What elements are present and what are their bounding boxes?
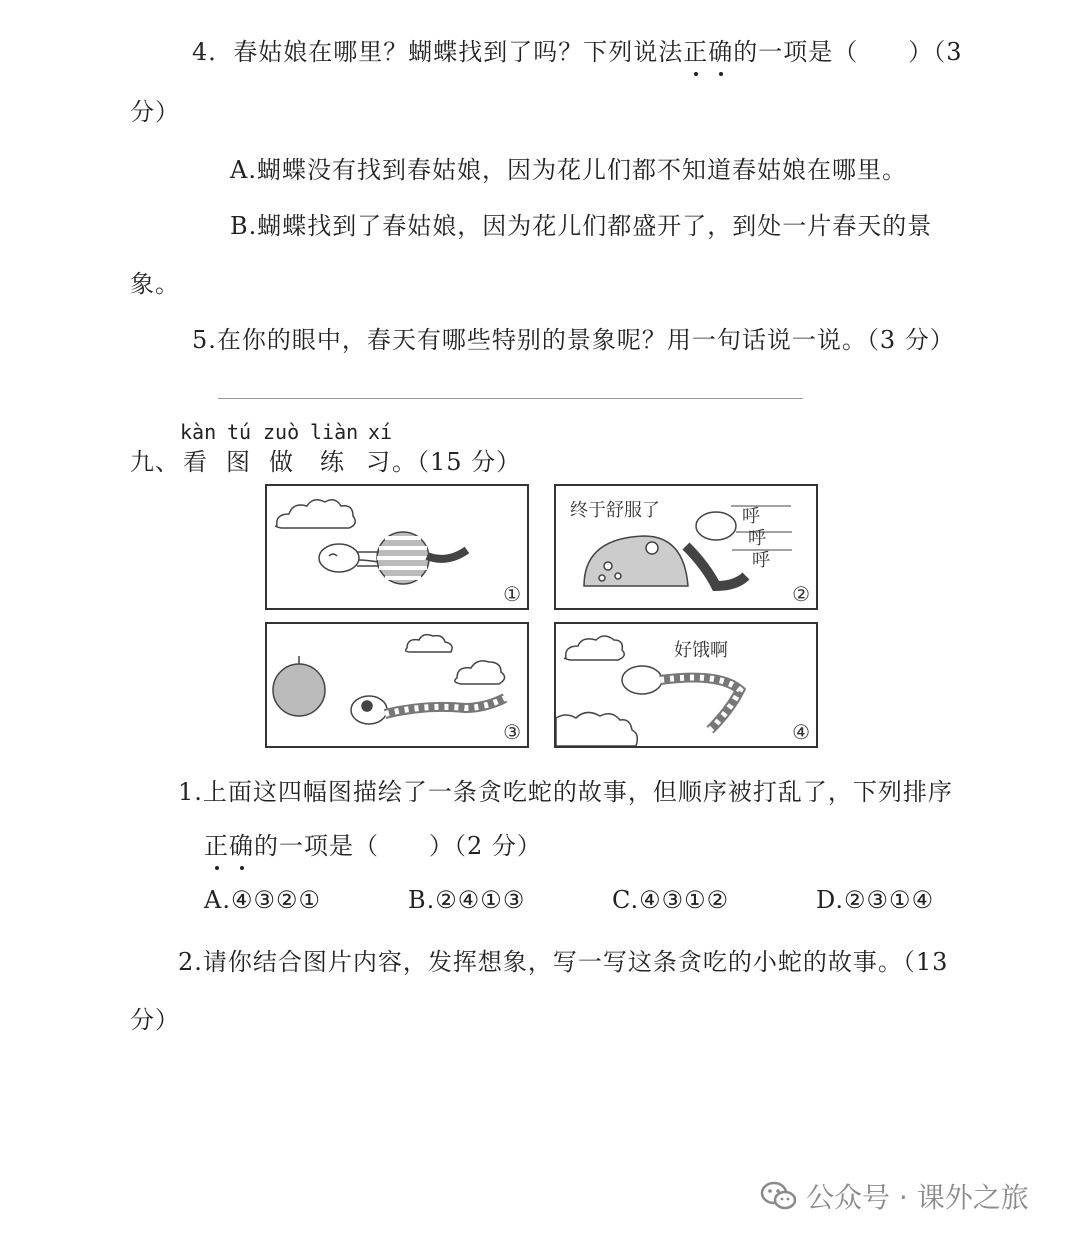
q4-text-end: 的一项是（ ）（3 [733, 38, 963, 66]
emphasis-dot-char: 确 [708, 38, 734, 66]
q5-text: 5.在你的眼中，春天有哪些特别的景象呢？用一句话说一说。（3 分） [192, 326, 955, 354]
section-9-heading [130, 442, 180, 477]
panel-number: ② [792, 582, 810, 606]
emphasis-dot-char: 正 [683, 38, 709, 66]
panel-sound: 呼 [752, 550, 770, 571]
picture-panel-2 [554, 484, 818, 610]
choice-option-d: D.②③①④ [816, 886, 935, 914]
q4-option-b-cont: 象。 [130, 270, 180, 298]
heading-char-zuo: 做 [269, 448, 294, 476]
heading-char-kan: 看 [183, 448, 208, 476]
snake-bulging-illustration [267, 486, 527, 608]
choice-option-a: A.④③②① [204, 886, 322, 914]
pinyin-kan: kàn [180, 420, 217, 444]
watermark [760, 1176, 1029, 1216]
s9-q1-text-end: 的一项是（ ）（2 分） [254, 832, 542, 860]
s9-q1-line2 [204, 826, 542, 861]
panel-sound: 呼 [748, 528, 766, 549]
choice-option-c: C.④③①② [612, 886, 730, 914]
snake-and-apple-illustration [267, 624, 527, 746]
watermark-text: 公众号 · 课外之旅 [806, 1181, 1029, 1214]
pinyin-xi: xí [368, 420, 393, 444]
pinyin-tu: tú [227, 420, 252, 444]
emphasis-dot-char: 确 [229, 832, 254, 860]
emphasis-dot-char: 正 [204, 832, 229, 860]
picture-panel-3 [265, 622, 529, 748]
s9-q1-line1: 1.上面这四幅图描绘了一条贪吃蛇的故事，但顺序被打乱了，下列排序 [178, 778, 953, 806]
s9-q2-line1: 2.请你结合图片内容，发挥想象，写一写这条贪吃的小蛇的故事。（13 [178, 948, 949, 976]
answer-line [218, 398, 803, 399]
heading-char-lian: 练 [320, 448, 345, 476]
pinyin-lian: liàn [310, 420, 359, 444]
panel-number: ③ [503, 720, 521, 744]
picture-panel-4 [554, 622, 818, 748]
panel-number: ① [503, 582, 521, 606]
q4-line2: 分） [130, 98, 180, 126]
panel-caption: 好饿啊 [674, 640, 728, 661]
q4-text-start: 4．春姑娘在哪里？蝴蝶找到了吗？下列说法 [192, 38, 684, 66]
s9-q2-line2: 分） [130, 1006, 180, 1034]
panel-number: ④ [792, 720, 810, 744]
wechat-icon [760, 1180, 798, 1212]
section-number: 九、 [130, 448, 180, 476]
panel-sound: 呼 [742, 506, 760, 527]
q4-option-b: B.蝴蝶找到了春姑娘，因为花儿们都盛开了，到处一片春天的景 [230, 212, 933, 240]
heading-score: 。（15 分） [392, 448, 522, 476]
heading-char-tu: 图 [226, 448, 251, 476]
q4-option-a: A.蝴蝶没有找到春姑娘，因为花儿们都不知道春姑娘在哪里。 [230, 156, 907, 184]
picture-panel-1 [265, 484, 529, 610]
choice-option-b: B.②④①③ [408, 886, 526, 914]
heading-char-xi: 习 [366, 448, 391, 476]
pinyin-zuo: zuò [263, 420, 300, 444]
q4-line1 [192, 32, 963, 67]
panel-caption: 终于舒服了 [570, 500, 660, 521]
